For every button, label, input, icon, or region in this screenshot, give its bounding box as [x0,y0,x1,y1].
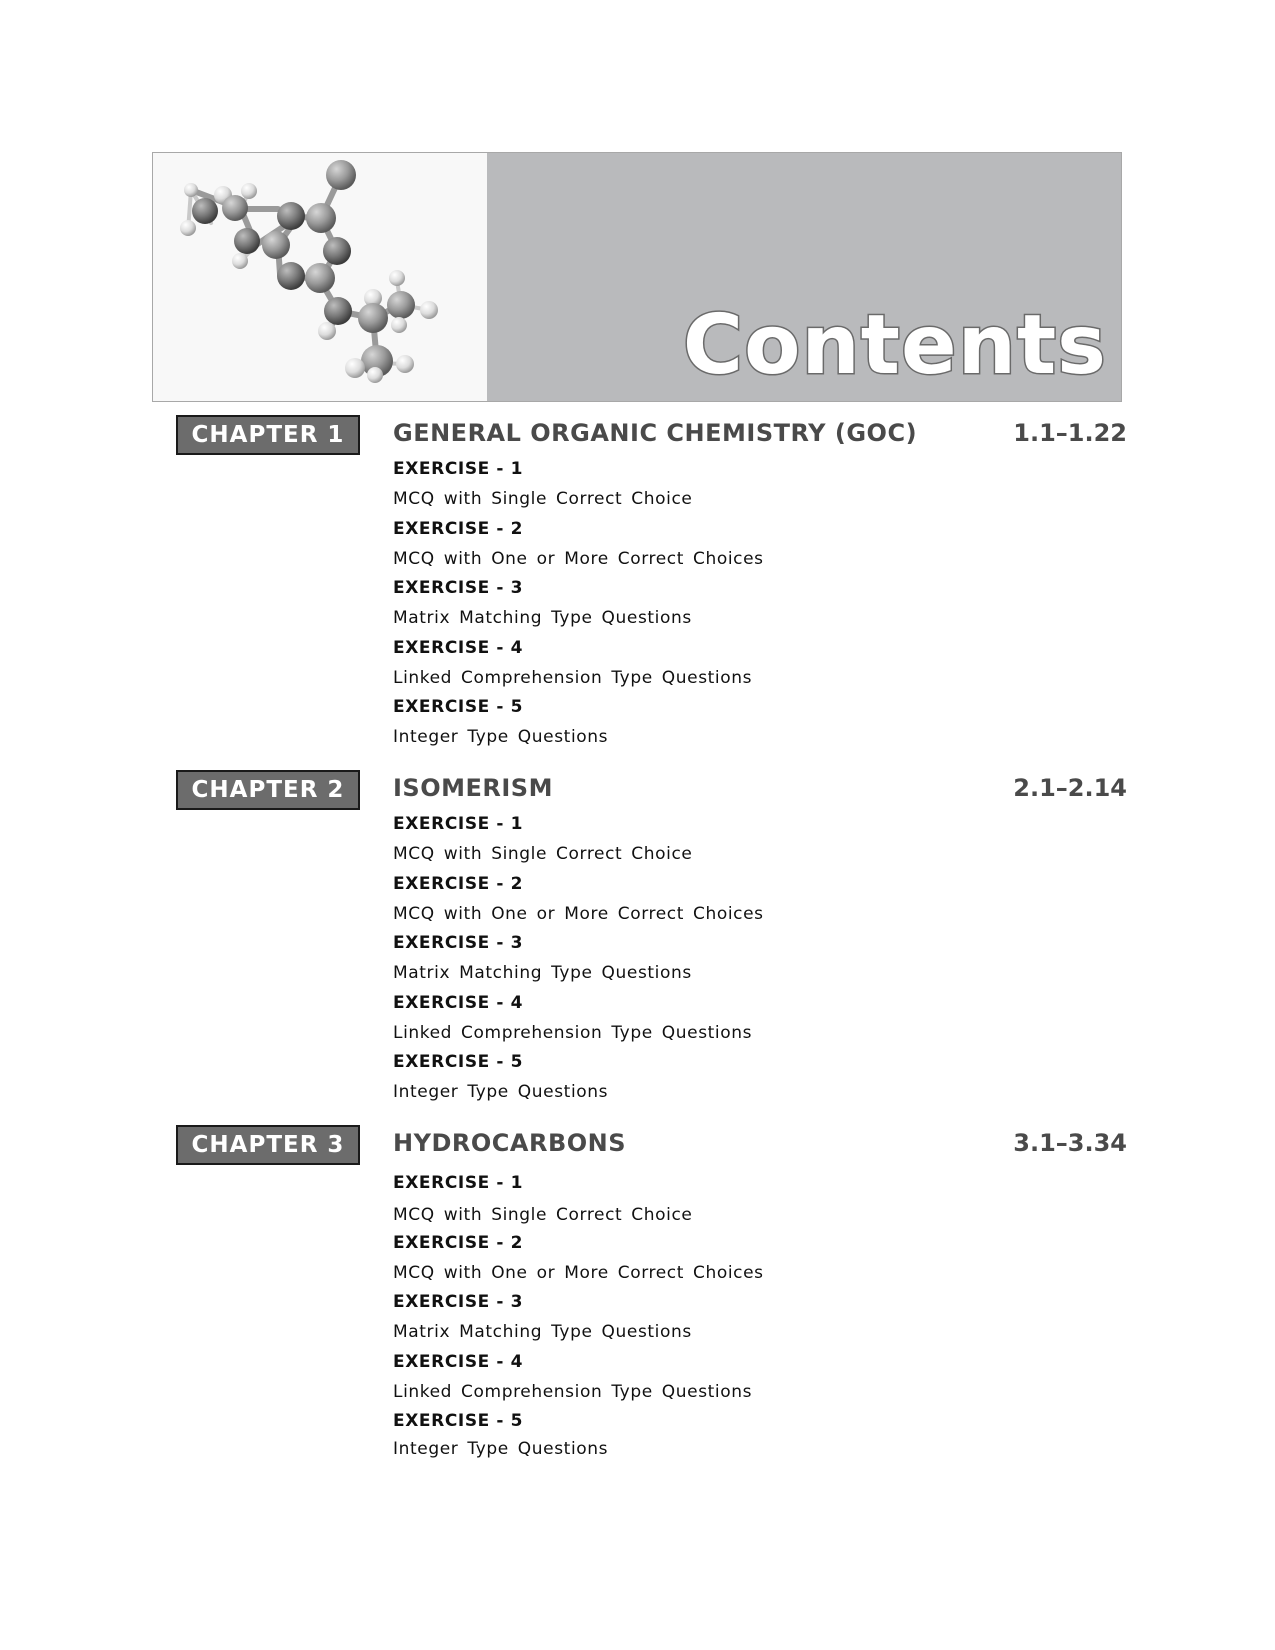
exercise-label: EXERCISE - 2 [393,518,524,539]
exercise-label: EXERCISE - 2 [393,873,524,894]
chapter-page-range: 1.1–1.22 [1013,419,1127,447]
exercise-label: EXERCISE - 3 [393,933,524,953]
exercise-label: EXERCISE - 4 [393,992,524,1013]
exercise-label: EXERCISE - 5 [393,697,524,717]
exercise-description: Matrix Matching Type Questions [393,1322,692,1342]
exercise-description: Integer Type Questions [393,727,609,747]
exercise-description: MCQ with Single Correct Choice [393,844,693,864]
exercise-label: EXERCISE - 4 [393,1351,524,1372]
exercise-label: EXERCISE - 3 [393,578,524,598]
exercise-description: MCQ with One or More Correct Choices [393,903,764,924]
molecule-model-icon [153,153,487,401]
page-title: Contents [682,298,1107,393]
chapter-page-range: 2.1–2.14 [1013,774,1127,802]
exercise-label: EXERCISE - 3 [393,1292,524,1312]
exercise-label: EXERCISE - 5 [393,1052,524,1072]
chapter-title[interactable]: HYDROCARBONS [393,1129,627,1157]
exercise-description: Linked Comprehension Type Questions [393,667,753,688]
exercise-description: MCQ with One or More Correct Choices [393,548,764,569]
exercise-description: Integer Type Questions [393,1082,609,1102]
exercise-description: Linked Comprehension Type Questions [393,1022,753,1043]
chapter-badge: CHAPTER 3 [176,1125,360,1165]
exercise-description: MCQ with One or More Correct Choices [393,1262,764,1283]
exercise-description: MCQ with Single Correct Choice [393,1205,693,1225]
exercise-label: EXERCISE - 4 [393,637,524,658]
chapter-badge: CHAPTER 1 [176,415,360,455]
exercise-label: EXERCISE - 1 [393,814,524,834]
chapter-page-range: 3.1–3.34 [1013,1129,1127,1157]
exercise-label: EXERCISE - 5 [393,1411,524,1431]
molecule-image [153,153,487,401]
exercise-description: Matrix Matching Type Questions [393,608,692,628]
contents-banner [152,152,1122,402]
exercise-label: EXERCISE - 1 [393,1173,524,1193]
chapter-title[interactable]: GENERAL ORGANIC CHEMISTRY (GOC) [393,419,918,447]
exercise-description: Matrix Matching Type Questions [393,963,692,983]
exercise-label: EXERCISE - 1 [393,459,524,479]
chapter-title[interactable]: ISOMERISM [393,774,553,802]
exercise-description: Integer Type Questions [393,1439,609,1459]
exercise-label: EXERCISE - 2 [393,1232,524,1253]
chapter-badge: CHAPTER 2 [176,770,360,810]
exercise-description: Linked Comprehension Type Questions [393,1381,753,1402]
exercise-description: MCQ with Single Correct Choice [393,489,693,509]
